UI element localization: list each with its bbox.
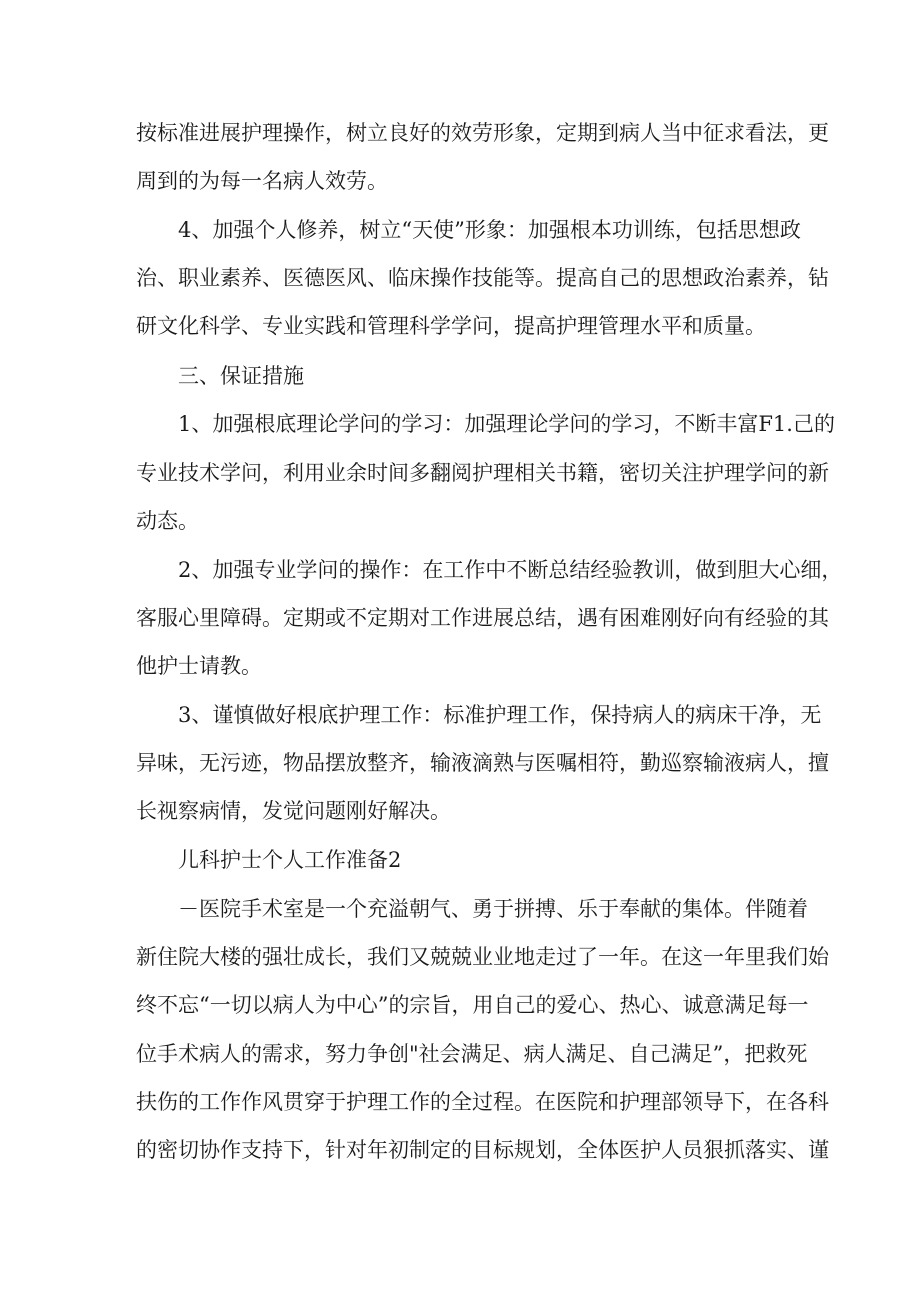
text-line: 动态。 [136, 509, 199, 533]
text-line: 治、职业素养、医德医风、临床操作技能等。提高自己的思想政治素养，钻 [136, 266, 829, 290]
section-heading: 三、保证措施 [178, 364, 304, 388]
paragraph-start: 2、加强专业学问的操作：在工作中不断总结经验教训，做到胆大心细， [178, 558, 843, 582]
text-line: 研文化科学、专业实践和管理科学学问，提高护理管理水平和质量。 [136, 314, 766, 338]
text-line: 异味，无污迹，物品摆放整齐，输液滴熟与医嘱相符，勤巡察输液病人，擅 [136, 751, 829, 775]
section-heading: 儿科护士个人工作准备2 [178, 848, 402, 872]
text-line: 长视察病情，发觉问题刚好解决。 [136, 799, 451, 823]
text-line: 的密切协作支持下，针对年初制定的目标规划，全体医护人员狠抓落实、谨 [136, 1138, 829, 1162]
paragraph-start: －医院手术室是一个充溢朝气、勇于拼搏、乐于奉献的集体。伴随着 [178, 897, 808, 921]
text-line: 新住院大楼的强壮成长，我们又兢兢业业地走过了一年。在这一年里我们始 [136, 945, 829, 969]
text-line: 终不忘“一切以病人为中心”的宗旨，用自己的爱心、热心、诚意满足每一 [136, 993, 809, 1017]
text-line: 按标准进展护理操作，树立良好的效劳形象，定期到病人当中征求看法，更 [136, 121, 829, 145]
paragraph-start: 1、加强根底理论学问的学习：加强理论学问的学习，不断丰富F1.己的 [178, 412, 835, 436]
text-line: 专业技术学问，利用业余时间多翻阅护理相关书籍，密切关注护理学问的新 [136, 461, 829, 485]
text-line: 周到的为每一名病人效劳。 [136, 169, 388, 193]
text-line: 位手术病人的需求，努力争创"社会满足、病人满足、自己满足”，把救死 [136, 1042, 808, 1066]
text-line: 扶伤的工作作风贯穿于护理工作的全过程。在医院和护理部领导下，在各科 [136, 1090, 829, 1114]
text-line: 客服心里障碍。定期或不定期对工作进展总结，遇有困难刚好向有经验的其 [136, 606, 829, 630]
paragraph-start: 4、加强个人修养，树立“天使”形象：加强根本功训练，包括思想政 [178, 218, 801, 242]
paragraph-start: 3、谨慎做好根底护理工作：标准护理工作，保持病人的病床干净，无 [178, 703, 822, 727]
text-line: 他护士请教。 [136, 654, 262, 678]
